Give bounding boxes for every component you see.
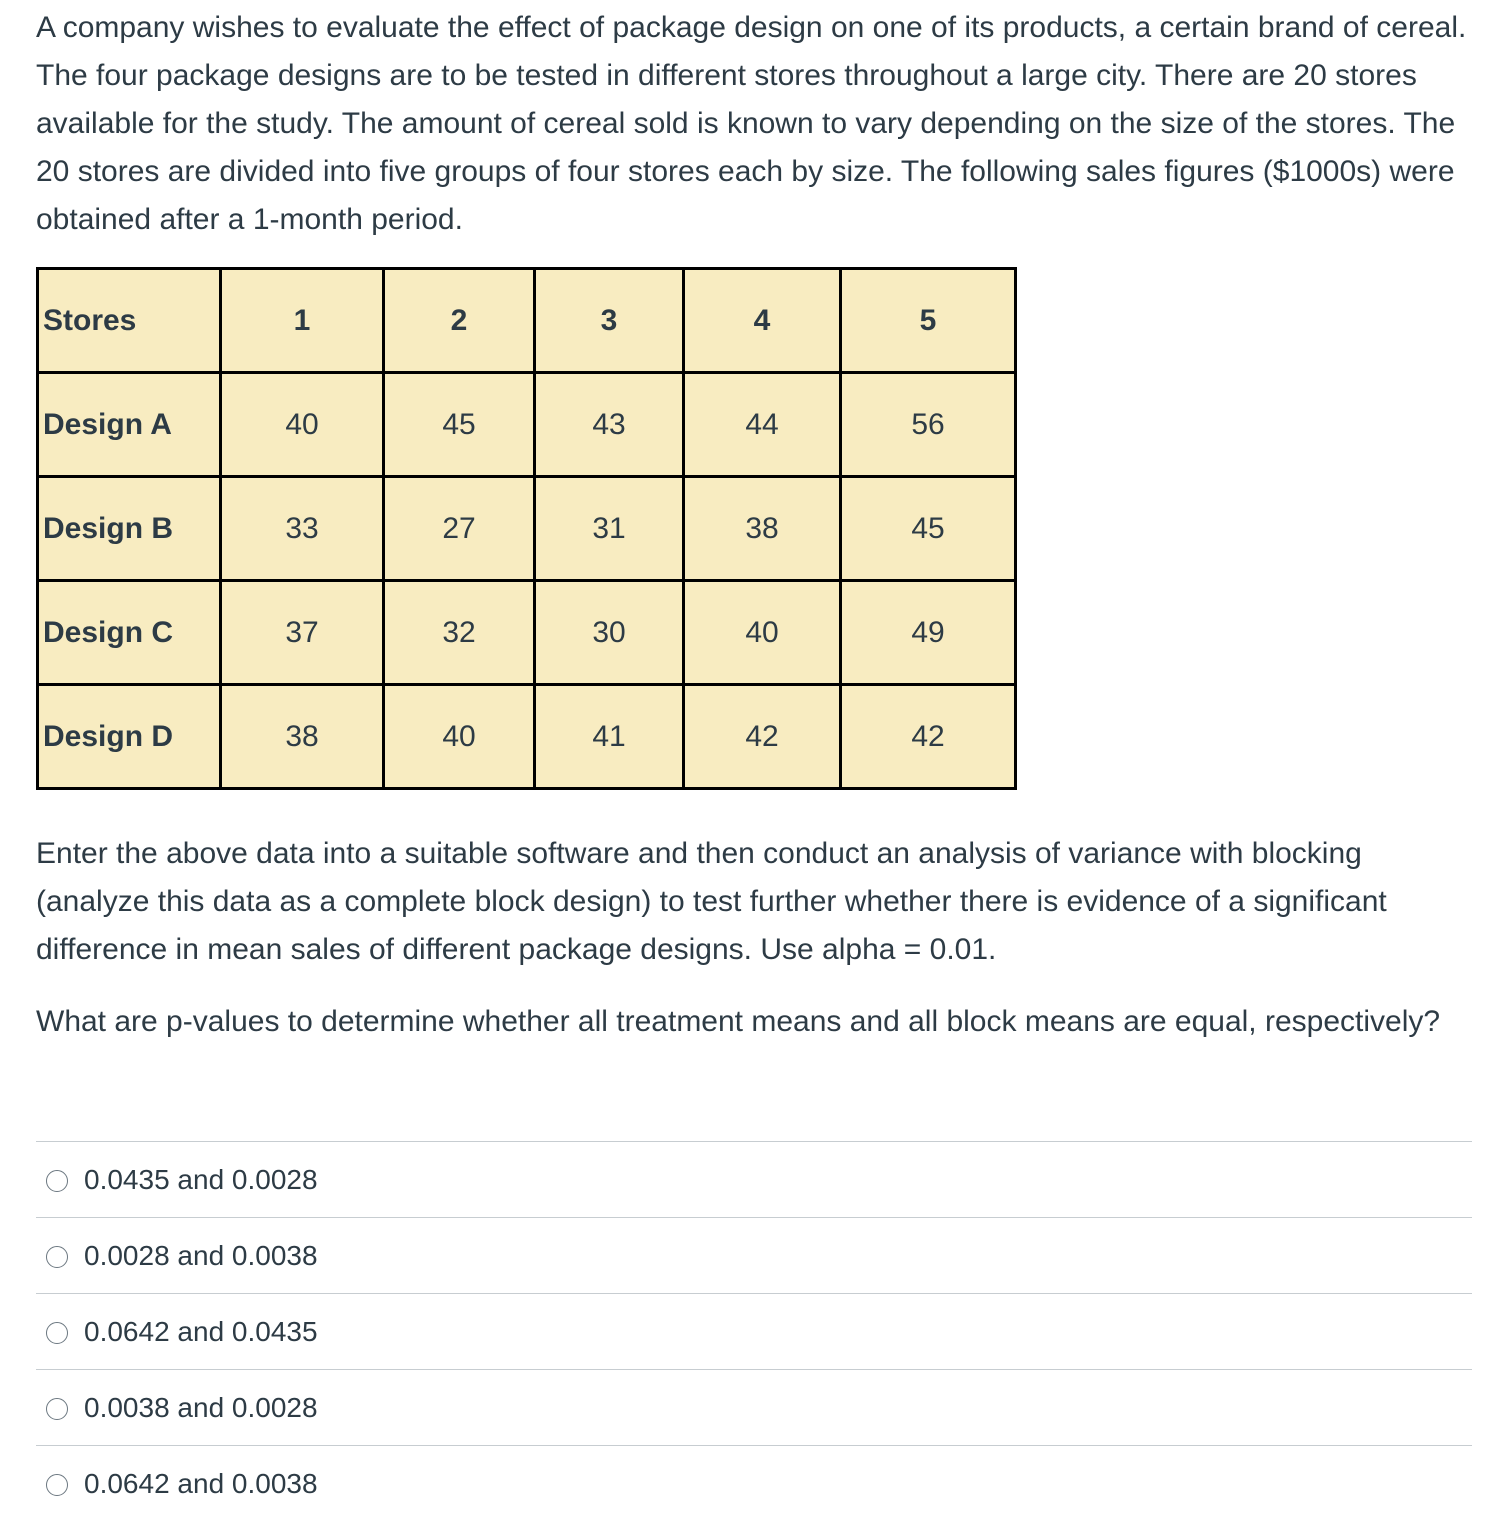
table-row xyxy=(38,373,1016,477)
answer-label[interactable]: 0.0642 and 0.0435 xyxy=(84,1315,318,1347)
table-row xyxy=(38,477,1016,581)
table-header-cell: 5 xyxy=(841,269,1016,373)
table-cell: 38 xyxy=(221,685,384,789)
table-cell: 31 xyxy=(535,477,684,581)
answer-option[interactable] xyxy=(36,1141,1472,1217)
question-intro: A company wishes to evaluate the effect of package design on one of its products, a certain brand of cereal. The four package designs are to be tested in different stores throughout a large city. There are 20 stores available for the study. The amount of cereal sold is known to vary depending on the size of the stores. The 20 stores are divided into five groups of four stores each by size. The following sales figures ($1000s) were obtained after a 1-month period. xyxy=(36,11,1467,236)
answer-label[interactable]: 0.0435 and 0.0028 xyxy=(84,1163,318,1195)
table-row xyxy=(38,581,1016,685)
row-label: Design A xyxy=(38,373,221,477)
row-label: Design D xyxy=(38,685,221,789)
table-cell: 45 xyxy=(841,477,1016,581)
question-prompt: What are p-values to determine whether all treatment means and all block means are equal, respectively? xyxy=(36,1005,1441,1038)
table-cell: 37 xyxy=(221,581,384,685)
radio-button[interactable] xyxy=(46,1474,68,1496)
table-cell: 49 xyxy=(841,581,1016,685)
answer-label[interactable]: 0.0038 and 0.0028 xyxy=(84,1391,318,1423)
table-cell: 45 xyxy=(384,373,535,477)
table-cell: 40 xyxy=(684,581,841,685)
radio-button[interactable] xyxy=(46,1246,68,1268)
table-header-cell: 1 xyxy=(221,269,384,373)
table-header-cell: 3 xyxy=(535,269,684,373)
radio-button[interactable] xyxy=(46,1322,68,1344)
table-cell: 33 xyxy=(221,477,384,581)
table-cell: 32 xyxy=(384,581,535,685)
table-header-cell: Stores xyxy=(38,269,221,373)
table-cell: 42 xyxy=(684,685,841,789)
table-cell: 38 xyxy=(684,477,841,581)
table-cell: 42 xyxy=(841,685,1016,789)
table-cell: 40 xyxy=(384,685,535,789)
table-cell: 30 xyxy=(535,581,684,685)
table-cell: 27 xyxy=(384,477,535,581)
table-cell: 40 xyxy=(221,373,384,477)
row-label: Design C xyxy=(38,581,221,685)
answer-option[interactable] xyxy=(36,1369,1472,1445)
answer-list xyxy=(36,1141,1472,1521)
radio-button[interactable] xyxy=(46,1398,68,1420)
table-cell: 56 xyxy=(841,373,1016,477)
answer-option[interactable] xyxy=(36,1445,1472,1521)
table-cell: 41 xyxy=(535,685,684,789)
answer-label[interactable]: 0.0642 and 0.0038 xyxy=(84,1467,318,1499)
answer-option[interactable] xyxy=(36,1293,1472,1369)
table-cell: 44 xyxy=(684,373,841,477)
question-content xyxy=(36,0,1472,1499)
answer-label[interactable]: 0.0028 and 0.0038 xyxy=(84,1239,318,1271)
answer-option[interactable] xyxy=(36,1217,1472,1293)
row-label: Design B xyxy=(38,477,221,581)
radio-button[interactable] xyxy=(46,1170,68,1192)
table-header-row xyxy=(38,269,1016,373)
table-cell: 43 xyxy=(535,373,684,477)
table-row xyxy=(38,685,1016,789)
table-header-cell: 2 xyxy=(384,269,535,373)
table-header-cell: 4 xyxy=(684,269,841,373)
question-instruction: Enter the above data into a suitable software and then conduct an analysis of variance with blocking (analyze this data as a complete block design) to test further whether there is evidence of a significant difference in mean sales of different package designs. Use alpha = 0.01. xyxy=(36,837,1387,966)
sales-table xyxy=(36,267,1017,790)
